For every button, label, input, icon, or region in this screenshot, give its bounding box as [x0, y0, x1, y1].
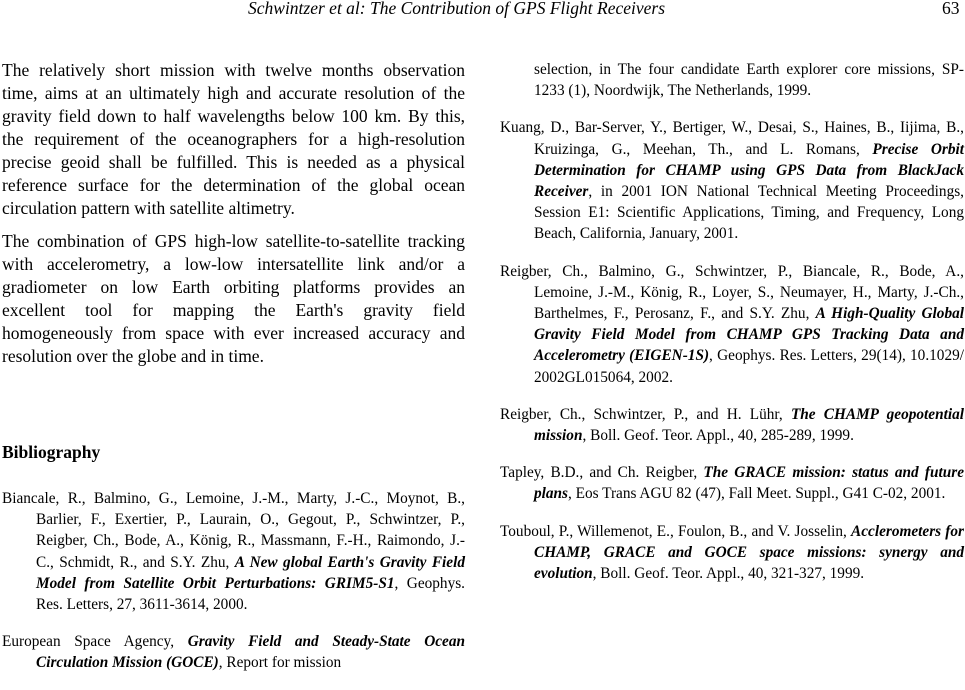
ref-title: Acclerometers for CHAMP, GRACE and GOCE space missions: synergy and evolution [534, 522, 965, 583]
ref-authors: Touboul, P., Willemenot, E., Foulon, B., and V. Josselin, [500, 522, 852, 540]
ref-authors: European Space Agency, [2, 633, 188, 651]
ref-details: , Geophys. Res. Letters, 27, 3611-3614, 2000. [36, 574, 465, 614]
running-title: Schwintzer et al: The Contribution of GPS Flight Receivers [248, 0, 666, 18]
ref-title: A New global Earth's Gravity Field Model from Satellite Orbit Perturbations: GRIM5-S1 [36, 553, 465, 592]
reference [500, 462, 964, 504]
reference [500, 261, 964, 388]
ref-details: , Boll. Geof. Teor. Appl., 40, 285-289, 1999. [582, 427, 854, 445]
ref-authors: Reigber, Ch., Schwintzer, P., and H. Lühr, [500, 405, 791, 423]
ref-details: , Eos Trans AGU 82 (47), Fall Meet. Suppl., G41 C-02, 2001. [568, 485, 946, 503]
ref-details: , Report for mission [218, 654, 342, 672]
ref-authors: Reigber, Ch., Balmino, G., Schwintzer, P., Biancale, R., Bode, A., Lemoine, J.-M., König, R., Loyer, S., Neumayer, H., Marty, J.-Ch., Barthelmes, F., Perosanz, F., and S.Y. Zhu, [500, 262, 964, 323]
reference [500, 117, 964, 244]
bibliography-heading: Bibliography [2, 442, 101, 462]
reference [500, 404, 964, 446]
right-column [500, 59, 964, 600]
ref-authors: Tapley, B.D., and Ch. Reigber, [500, 464, 704, 482]
ref-title: Precise Orbit Determination for CHAMP using GPS Data from BlackJack Receiver [534, 140, 964, 201]
ref-title: The GRACE mission: status and future plans [534, 464, 964, 503]
ref-title: The CHAMP geopotential mission [534, 405, 964, 445]
left-column [2, 59, 465, 378]
ref-details: , Geophys. Res. Letters, 29(14), 10.1029/ 2002GL015064, 2002. [534, 347, 964, 386]
reference [500, 521, 964, 585]
ref-details: , in 2001 ION National Technical Meeting Proceedings, Session E1: Scientific Applications, Timing, and Frequency, Long Beach, California, January, 2001. [534, 183, 964, 243]
bibliography-list-left [2, 488, 465, 690]
ref-authors: Biancale, R., Balmino, G., Lemoine, J.-M., Marty, J.-C., Moynot, B., Barlier, F., Exertier, P., Laurain, O., Gegout, P., Schwintzer, P., Reigber, Ch., Bode, A., König, R., Massmann, F.-H., Raimondo, J.-C., Schmidt, R., and S.Y. Zhu, [2, 490, 465, 571]
ref-authors: Kuang, D., Bar-Server, Y., Bertiger, W., Desai, S., Haines, B., Iijima, B., Kruizinga, G., Meehan, Th., and L. Romans, [500, 119, 964, 158]
paragraph: The relatively short mission with twelve months observation time, aims at an ultimately high and accurate resolution of the gravity field down to half wavelengths below 100 km. By this, the requirement of the oceanographers for a high-resolution precise geoid shall be fulfilled. This is needed as a physical reference surface for the determination of the global ocean circulation pattern with satellite altimetry. [2, 60, 465, 218]
ref-details: , Boll. Geof. Teor. Appl., 40, 321-327, 1999. [592, 565, 865, 583]
running-header [0, 0, 965, 22]
page-number: 63 [942, 0, 960, 18]
reference-continuation: selection, in The four candidate Earth explorer core missions, SP-1233 (1), Noordwijk, The Netherlands, 1999. [534, 61, 964, 100]
ref-title: A High-Quality Global Gravity Field Model from CHAMP GPS Tracking Data and Accelerometry (EIGEN-1S) [534, 305, 965, 365]
ref-title: Gravity Field and Steady-State Ocean Circulation Mission (GOCE) [36, 633, 465, 672]
reference [2, 631, 465, 673]
reference [2, 488, 465, 615]
paragraph: The combination of GPS high-low satellite-to-satellite tracking with accelerometry, a low-low intersatellite link and/or a gradiometer on low Earth orbiting platforms provides an excellent tool for mapping the Earth's gravity field homogeneously from space with ever increased accuracy and resolution over the globe and in time. [2, 231, 465, 366]
